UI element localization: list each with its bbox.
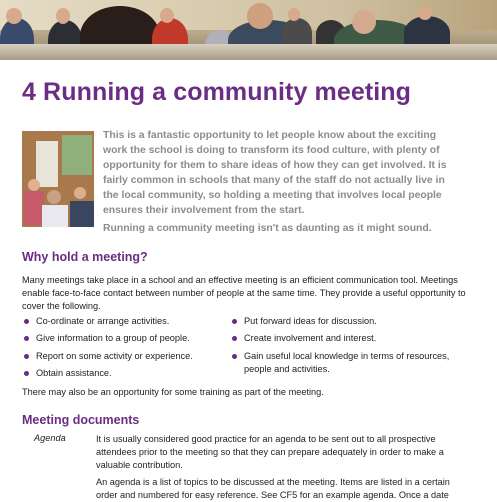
- chapter-title: 4 Running a community meeting: [22, 78, 412, 106]
- bullet-icon: [24, 336, 29, 341]
- list-item-text: Gain useful local knowledge in terms of resources, people and activities.: [244, 350, 450, 374]
- list-item-text: Put forward ideas for discussion.: [244, 316, 377, 326]
- list-item: [230, 350, 450, 376]
- bullet-icon: [232, 354, 237, 359]
- why-footer: There may also be an opportunity for some training as part of the meeting.: [22, 387, 324, 397]
- list-item-text: Create involvement and interest.: [244, 333, 377, 344]
- list-item-text: Report on some activity or experience.: [36, 350, 193, 361]
- list-item-text: Co-ordinate or arrange activities.: [36, 316, 170, 326]
- list-item: [22, 367, 242, 380]
- intro-paragraph: This is a fantastic opportunity to let people know about the exciting work the school is doing to transform its food culture, with plenty of opportunity for them to share ideas of how they can get involved. It is fairly common in schools that many of the staff do not actually live in the local community, so holding a meeting that involves local people ensures their involvement from the start.: [103, 130, 447, 216]
- header-photo: [0, 0, 497, 60]
- photo-head: [160, 8, 174, 23]
- bullet-column-right: [230, 315, 450, 380]
- agenda-paragraph: It is usually considered good practice for an agenda to be sent out to all prospective attendees prior to the meeting so that they can prepare adequately in order to make a valuable contribution.: [96, 434, 444, 470]
- intro-paragraph: Running a community meeting isn't as daunting as it might sound.: [103, 223, 432, 234]
- photo-head: [418, 6, 432, 20]
- bullet-icon: [232, 319, 237, 324]
- list-item-text: Give information to a group of people.: [36, 333, 190, 344]
- section-heading-why: Why hold a meeting?: [22, 250, 148, 264]
- section-heading-documents: Meeting documents: [22, 413, 140, 427]
- list-item: [230, 315, 450, 328]
- bullet-icon: [232, 336, 237, 341]
- intro-text: [103, 128, 463, 239]
- list-item: [22, 350, 242, 363]
- bullet-list: [22, 315, 482, 383]
- list-item: [22, 332, 242, 345]
- bullet-icon: [24, 319, 29, 324]
- list-item: [230, 332, 450, 345]
- photo-head: [56, 8, 70, 24]
- intro-photo-art: [22, 131, 94, 227]
- list-item: [22, 315, 242, 328]
- bullet-icon: [24, 354, 29, 359]
- list-item-text: Obtain assistance.: [36, 368, 112, 379]
- photo-table: [0, 44, 497, 60]
- why-paragraph: Many meetings take place in a school and an effective meeting is an efficient communication tool. Meetings enable face-to-face contact between number of people at the same time. They provide a useful opportunity to cover the following.: [22, 275, 466, 311]
- photo-head: [247, 3, 273, 29]
- bullet-icon: [24, 371, 29, 376]
- agenda-paragraph: An agenda is a list of topics to be discussed at the meeting. Items are listed in a certain order and numbered for easy reference. See CF5 for an example agenda. Once a date: [96, 477, 450, 500]
- intro-photo: [22, 131, 94, 227]
- photo-head: [6, 8, 22, 24]
- agenda-label: Agenda: [34, 433, 66, 443]
- photo-head: [352, 10, 376, 34]
- photo-head: [288, 8, 300, 21]
- bullet-column-left: [22, 315, 242, 385]
